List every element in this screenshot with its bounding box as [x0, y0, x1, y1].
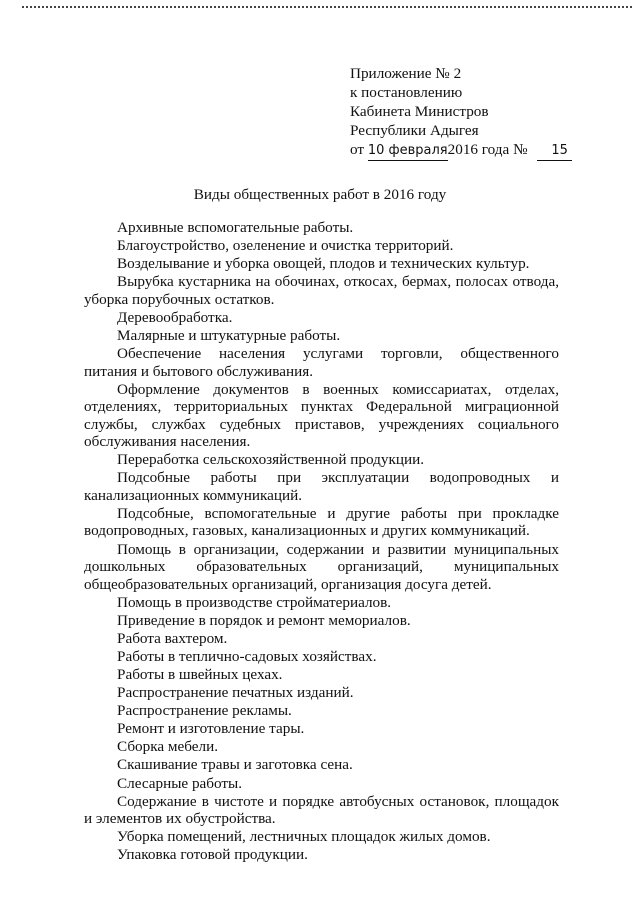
work-item: Подсобные работы при эксплуатации водопроводных и канализационных коммуникаций. — [84, 469, 559, 504]
work-item: Малярные и штукатурные работы. — [117, 326, 341, 344]
work-item: Слесарные работы. — [117, 774, 243, 792]
handwritten-number: 15 — [537, 141, 572, 161]
appendix-line: Республики Адыгея — [350, 122, 479, 139]
document-title: Виды общественных работ в 2016 году — [193, 186, 447, 203]
work-item: Работы в теплично-садовых хозяйствах. — [117, 647, 377, 665]
work-item: Оформление документов в военных комиссариатах, отделах, отделениях, территориальных пунктах Федеральной миграционной службы, службах судебных приставов, учреждениях социального обслуживания населения. — [84, 380, 559, 451]
work-item: Содержание в чистоте и порядке автобусных остановок, площадок и элементов их обустройства. — [84, 792, 559, 828]
work-item: Сборка мебели. — [117, 738, 219, 756]
work-item: Упаковка готовой продукции. — [117, 846, 308, 864]
work-item: Переработка сельскохозяйственной продукции. — [117, 451, 425, 469]
appendix-line: Приложение № 2 — [350, 65, 462, 82]
work-item: Архивные вспомогательные работы. — [117, 219, 354, 236]
date-prefix: от — [350, 141, 365, 158]
work-item: Работа вахтером. — [117, 629, 228, 647]
work-item: Возделывание и уборка овощей, плодов и технических культур. — [117, 255, 530, 273]
appendix-line: к постановлению — [350, 84, 463, 101]
works-list — [84, 219, 559, 864]
work-item: Благоустройство, озеленение и очистка территорий. — [117, 237, 454, 255]
appendix-header — [350, 64, 572, 161]
work-item: Обеспечение населения услугами торговли, общественного питания и бытового обслуживания. — [84, 345, 559, 380]
scan-top-edge — [22, 6, 632, 8]
work-item: Скашивание травы и заготовка сена. — [117, 756, 353, 774]
work-item: Подсобные, вспомогательные и другие работы при прокладке водопроводных, газовых, канализационных и других коммуникаций. — [84, 504, 559, 540]
work-item: Вырубка кустарника на обочинах, откосах, бермах, полосах отвода, уборка порубочных остатков. — [84, 273, 559, 308]
work-item: Распространение печатных изданий. — [117, 684, 354, 702]
work-item: Ремонт и изготовление тары. — [117, 720, 305, 738]
work-item: Деревообработка. — [117, 308, 233, 326]
work-item: Помощь в производстве стройматериалов. — [117, 593, 392, 611]
appendix-line: Кабинета Министров — [350, 103, 489, 120]
work-item: Уборка помещений, лестничных площадок жилых домов. — [117, 828, 491, 846]
work-item: Помощь в организации, содержании и развитии муниципальных дошкольных образовательных организаций, муниципальных общеобразовательных организаций, организация досуга детей. — [84, 540, 559, 593]
work-item: Приведение в порядок и ремонт мемориалов. — [117, 611, 411, 629]
work-item: Работы в швейных цехах. — [117, 666, 283, 683]
date-suffix: 2016 года № — [447, 141, 528, 158]
work-item: Распространение рекламы. — [117, 702, 292, 720]
decree-date-line — [350, 140, 572, 161]
handwritten-date: 10 февраля — [368, 141, 448, 161]
